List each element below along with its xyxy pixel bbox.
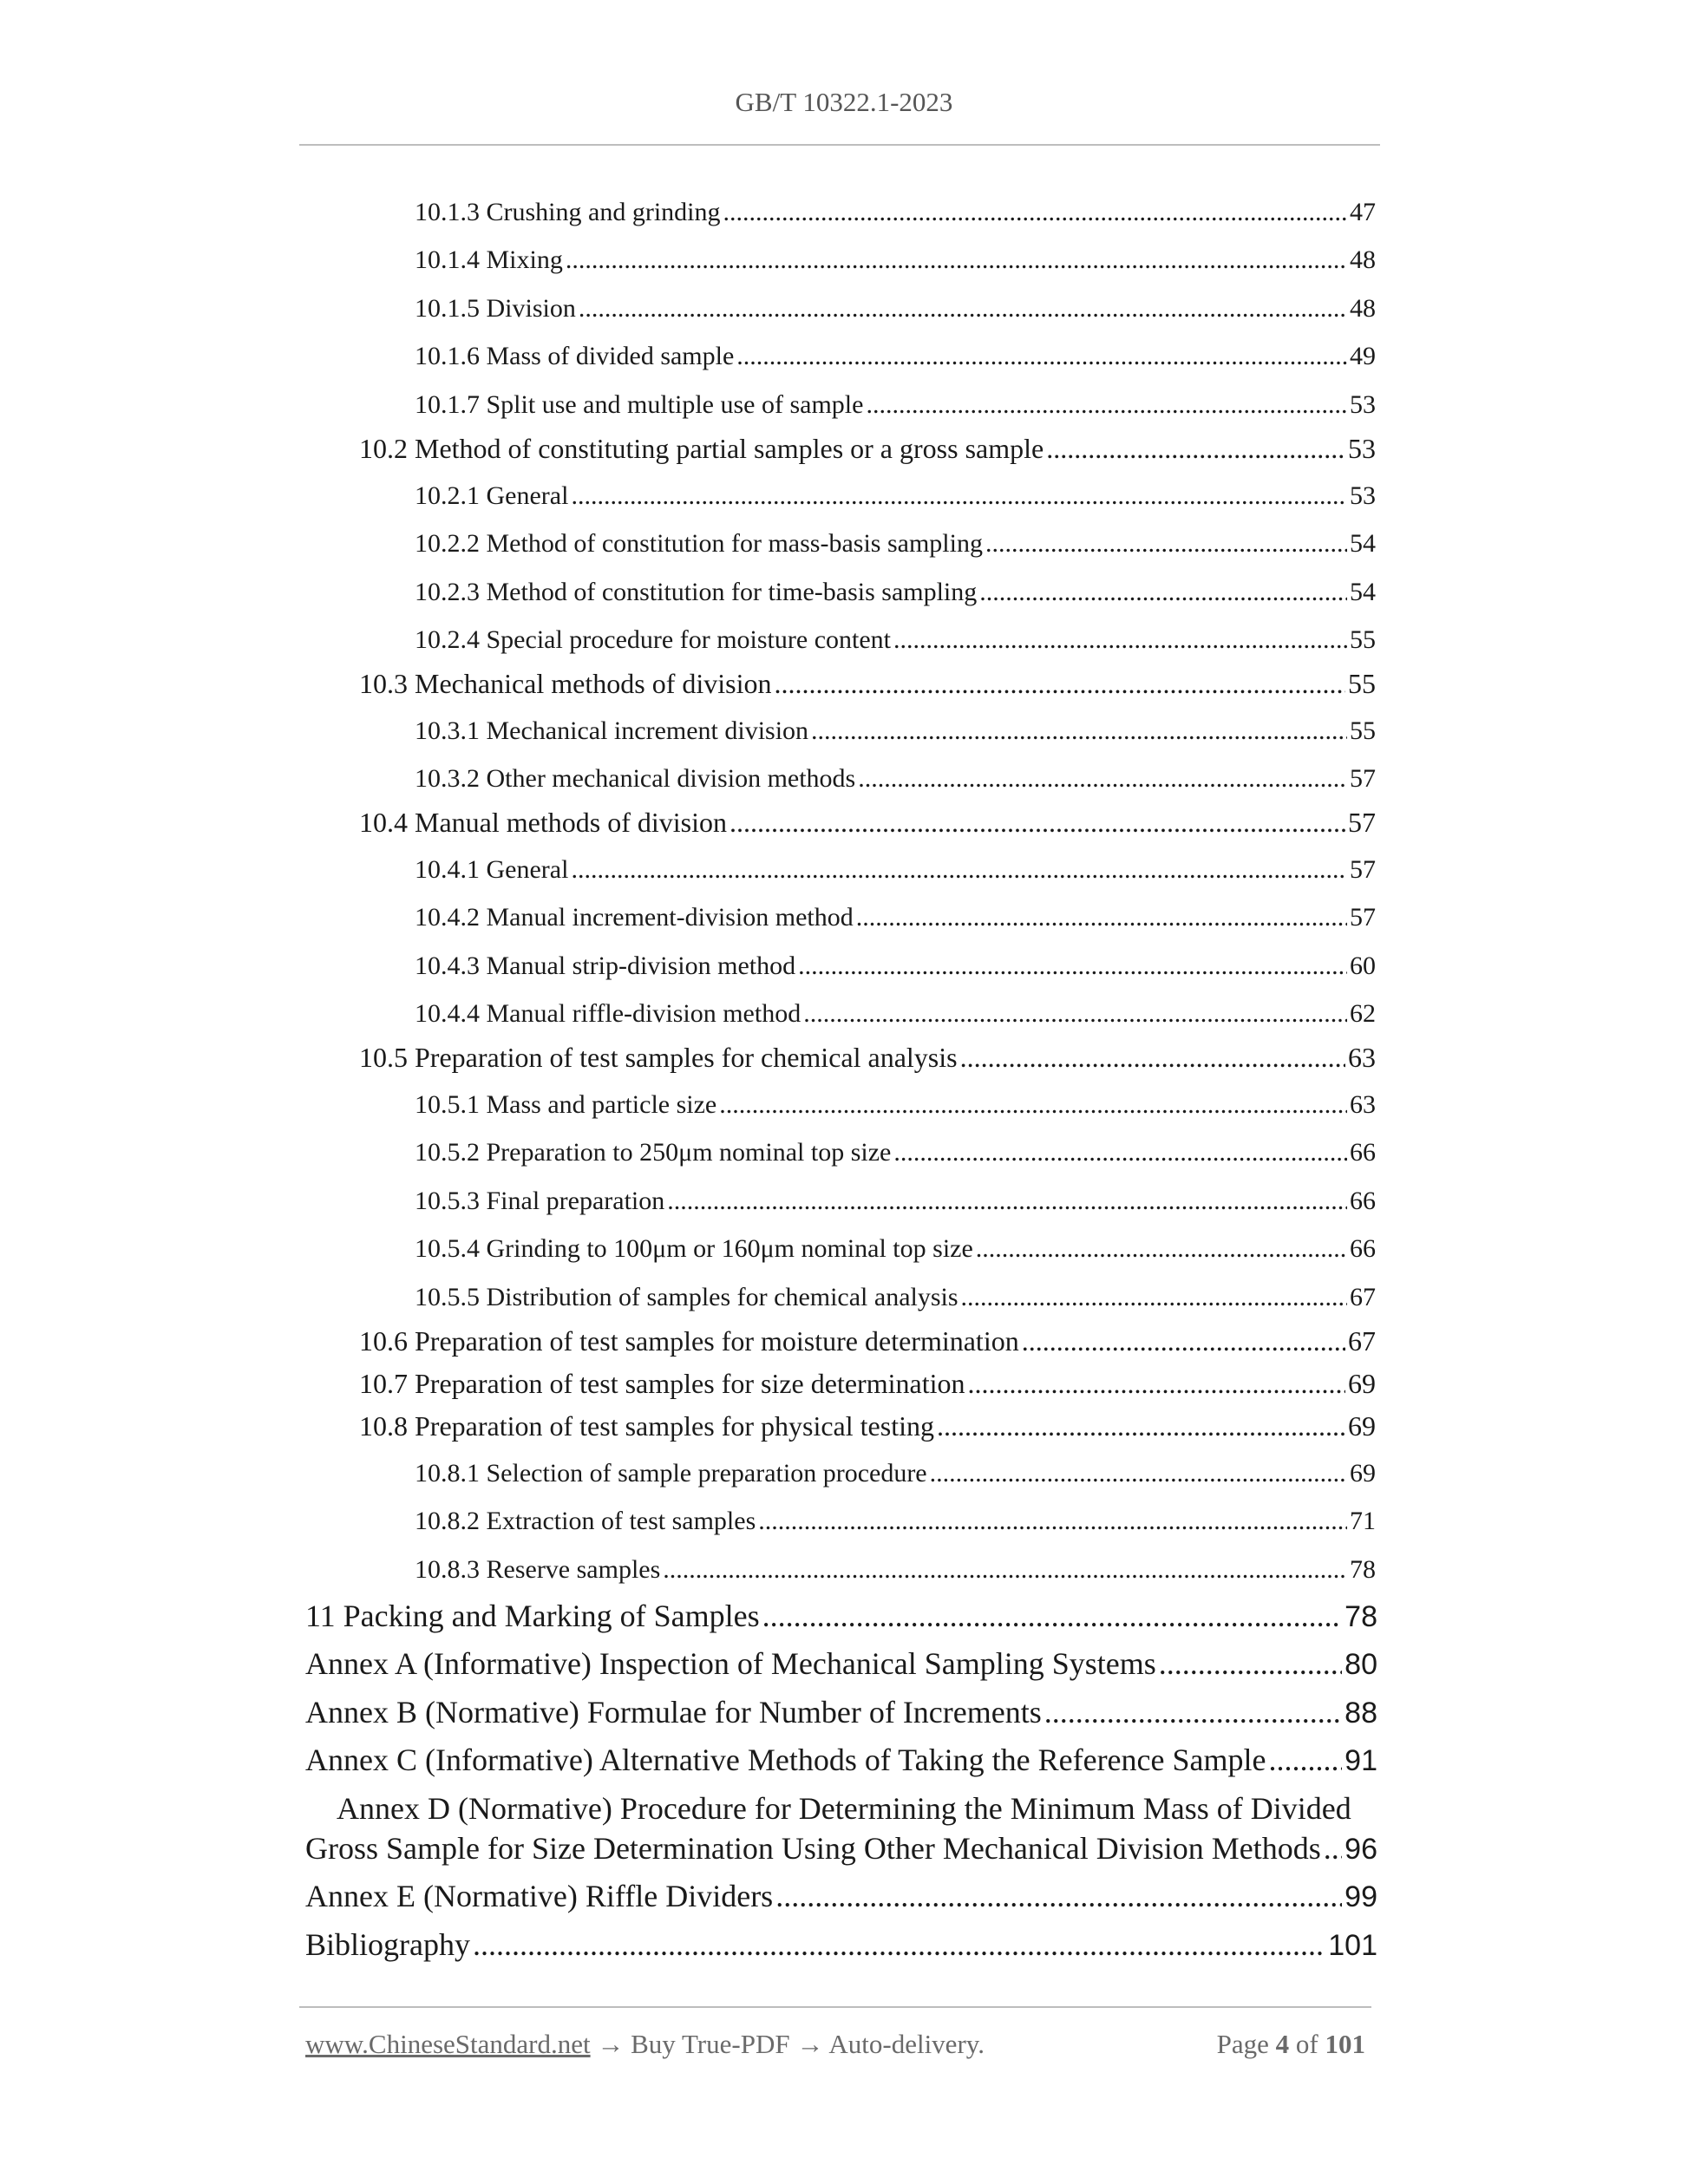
toc-entry-title: 10.8.2 Extraction of test samples xyxy=(415,1507,756,1535)
toc-leader-dots xyxy=(803,999,1347,1029)
toc-leader-dots xyxy=(571,855,1347,885)
toc-entry-title: Bibliography xyxy=(305,1927,470,1962)
promo-text: → Buy True-PDF → Auto-delivery. xyxy=(590,2029,985,2059)
toc-entry[interactable] xyxy=(415,1187,1376,1216)
toc-entry-page: 67 xyxy=(1348,1325,1376,1357)
toc-leader-dots xyxy=(571,481,1347,511)
toc-entry-title: 10.1.6 Mass of divided sample xyxy=(415,342,735,370)
toc-entry-page: 80 xyxy=(1345,1648,1377,1681)
toc-entry-page: 49 xyxy=(1350,342,1376,370)
toc-leader-dots xyxy=(937,1410,1345,1442)
toc-leader-dots xyxy=(719,1090,1347,1120)
toc-entry[interactable] xyxy=(305,1598,1377,1634)
page-indicator xyxy=(1217,2029,1365,2060)
toc-entry-title: 10.4.1 General xyxy=(415,855,569,884)
page-total: 101 xyxy=(1325,2029,1365,2059)
toc-entry-page: 57 xyxy=(1350,855,1376,884)
toc-leader-dots xyxy=(758,1507,1347,1536)
toc-entry-page: 69 xyxy=(1350,1459,1376,1488)
toc-leader-dots xyxy=(1324,1830,1342,1867)
toc-entry[interactable] xyxy=(359,1325,1376,1357)
toc-entry-title: Annex B (Normative) Formulae for Number of Increments xyxy=(305,1695,1042,1730)
toc-entry-title: 10.5.1 Mass and particle size xyxy=(415,1090,717,1119)
toc-leader-dots xyxy=(811,716,1347,746)
toc-entry[interactable] xyxy=(415,716,1376,746)
toc-entry[interactable] xyxy=(415,481,1376,511)
toc-leader-dots xyxy=(775,1878,1342,1914)
toc-entry-title: Annex E (Normative) Riffle Dividers xyxy=(305,1879,774,1913)
document-header: GB/T 10322.1-2023 xyxy=(735,87,953,117)
toc-entry-page: 53 xyxy=(1350,390,1376,419)
toc-entry[interactable] xyxy=(415,855,1376,885)
toc-leader-dots xyxy=(663,1555,1347,1585)
toc-entry-page: 101 xyxy=(1328,1929,1377,1962)
toc-entry[interactable] xyxy=(415,764,1376,794)
toc-entry[interactable] xyxy=(415,1090,1376,1120)
toc-leader-dots xyxy=(667,1187,1347,1216)
toc-leader-dots xyxy=(858,764,1347,794)
toc-entry[interactable] xyxy=(415,294,1376,324)
toc-entry[interactable] xyxy=(359,668,1376,700)
toc-leader-dots xyxy=(736,342,1347,371)
toc-entry[interactable] xyxy=(415,1234,1376,1264)
toc-entry[interactable] xyxy=(415,951,1376,981)
toc-entry-page: 63 xyxy=(1348,1042,1376,1073)
toc-entry-title: 10.4 Manual methods of division xyxy=(359,807,727,838)
toc-entry[interactable] xyxy=(305,1878,1377,1914)
toc-entry-title: 10.4.2 Manual increment-division method xyxy=(415,903,854,932)
toc-entry[interactable] xyxy=(305,1742,1377,1778)
toc-entry-title: 10.1.4 Mixing xyxy=(415,245,563,274)
toc-entry-title: 10.1.5 Division xyxy=(415,294,576,323)
toc-entry-title: 10.1.7 Split use and multiple use of sample xyxy=(415,390,864,419)
toc-entry-annex-d[interactable] xyxy=(305,1790,1377,1867)
toc-leader-dots xyxy=(960,1042,1345,1074)
toc-entry-title: 10.1.3 Crushing and grinding xyxy=(415,198,721,226)
toc-entry[interactable] xyxy=(415,903,1376,932)
toc-leader-dots xyxy=(566,245,1347,275)
toc-entry-page: 57 xyxy=(1350,903,1376,932)
toc-leader-dots xyxy=(967,1368,1345,1400)
page-current: 4 xyxy=(1275,2029,1290,2059)
toc-leader-dots xyxy=(579,294,1347,324)
toc-leader-dots xyxy=(985,529,1347,559)
toc-entry[interactable] xyxy=(359,1368,1376,1400)
toc-entry-title: 10.5.2 Preparation to 250μm nominal top size xyxy=(415,1138,892,1167)
toc-leader-dots xyxy=(893,1138,1347,1167)
toc-entry[interactable] xyxy=(415,245,1376,275)
toc-entry-title: 10.7 Preparation of test samples for size determination xyxy=(359,1368,965,1399)
toc-entry-title: 10.8.3 Reserve samples xyxy=(415,1555,661,1584)
toc-entry-page: 55 xyxy=(1350,716,1376,745)
toc-entry-page: 57 xyxy=(1348,807,1376,838)
toc-entry-title: 10.5.4 Grinding to 100μm or 160μm nominal top size xyxy=(415,1234,973,1263)
toc-entry-title: 10.2.4 Special procedure for moisture content xyxy=(415,625,891,654)
toc-entry[interactable] xyxy=(415,625,1376,655)
toc-entry-page: 88 xyxy=(1345,1697,1377,1730)
toc-entry[interactable] xyxy=(415,999,1376,1029)
toc-entry-title: Annex A (Informative) Inspection of Mechanical Sampling Systems xyxy=(305,1646,1156,1681)
toc-entry-title: 10.8.1 Selection of sample preparation procedure xyxy=(415,1459,927,1488)
toc-entry[interactable] xyxy=(359,1042,1376,1074)
toc-entry-page: 78 xyxy=(1345,1600,1377,1633)
toc-entry[interactable] xyxy=(415,390,1376,420)
toc-entry-title: 10.3 Mechanical methods of division xyxy=(359,668,772,699)
toc-entry-page: 57 xyxy=(1350,764,1376,793)
toc-entry[interactable] xyxy=(415,1283,1376,1312)
toc-leader-dots xyxy=(730,807,1345,839)
toc-entry-page: 62 xyxy=(1350,999,1376,1028)
toc-entry[interactable] xyxy=(415,1459,1376,1488)
toc-entry-page: 69 xyxy=(1348,1410,1376,1442)
of-label: of xyxy=(1295,2029,1318,2059)
toc-leader-dots xyxy=(1046,433,1345,465)
toc-entry-title: 10.2.2 Method of constitution for mass-basis sampling xyxy=(415,529,983,558)
toc-entry-page: 55 xyxy=(1348,668,1376,699)
toc-entry[interactable] xyxy=(359,1410,1376,1442)
toc-entry-title: 10.2.3 Method of constitution for time-basis sampling xyxy=(415,578,978,606)
toc-entry-page: 54 xyxy=(1350,529,1376,558)
toc-entry-page: 48 xyxy=(1350,245,1376,274)
site-link[interactable]: www.ChineseStandard.net xyxy=(305,2029,591,2059)
toc-leader-dots xyxy=(723,198,1348,227)
toc-entry[interactable] xyxy=(359,807,1376,839)
toc-entry-page: 91 xyxy=(1345,1744,1377,1777)
toc-entry-title: 10.5 Preparation of test samples for chemical analysis xyxy=(359,1042,958,1073)
toc-leader-dots xyxy=(976,1234,1347,1264)
toc-entry-title: 10.5.3 Final preparation xyxy=(415,1187,665,1215)
toc-entry[interactable] xyxy=(415,198,1376,227)
toc-entry-title: 10.4.4 Manual riffle-division method xyxy=(415,999,801,1028)
toc-entry-page: 66 xyxy=(1350,1234,1376,1263)
toc-entry-title: 11 Packing and Marking of Samples xyxy=(305,1599,760,1633)
footer-promo xyxy=(305,2029,985,2060)
toc-entry-title: 10.8 Preparation of test samples for physical testing xyxy=(359,1410,934,1442)
toc-leader-dots xyxy=(866,390,1347,420)
toc-entry-title: Annex C (Informative) Alternative Methods of Taking the Reference Sample xyxy=(305,1743,1266,1777)
toc-entry-page: 66 xyxy=(1350,1187,1376,1215)
toc-entry-page: 47 xyxy=(1350,198,1376,226)
toc-leader-dots xyxy=(1044,1694,1342,1730)
toc-entry-page: 69 xyxy=(1348,1368,1376,1399)
toc-leader-dots xyxy=(856,903,1347,932)
toc-entry-page: 63 xyxy=(1350,1090,1376,1119)
toc-entry-page: 53 xyxy=(1348,433,1376,464)
toc-entry[interactable] xyxy=(305,1694,1377,1730)
toc-leader-dots xyxy=(893,625,1347,655)
toc-leader-dots xyxy=(762,1598,1343,1634)
toc-entry-page: 78 xyxy=(1350,1555,1376,1584)
toc-leader-dots xyxy=(774,668,1345,700)
toc-leader-dots xyxy=(798,951,1347,981)
toc-entry-title: 10.2 Method of constituting partial samples or a gross sample xyxy=(359,433,1044,464)
toc-entry-page: 60 xyxy=(1350,951,1376,980)
toc-entry[interactable] xyxy=(305,1645,1377,1682)
toc-entry-title: 10.2.1 General xyxy=(415,481,569,510)
toc-entry[interactable] xyxy=(415,1555,1376,1585)
toc-entry-title: 10.6 Preparation of test samples for moisture determination xyxy=(359,1325,1019,1357)
toc-entry[interactable] xyxy=(415,342,1376,371)
toc-leader-dots xyxy=(1268,1742,1342,1778)
toc-entry[interactable] xyxy=(359,433,1376,465)
toc-entry-title: 10.4.3 Manual strip-division method xyxy=(415,951,796,980)
toc-entry[interactable] xyxy=(415,1138,1376,1167)
toc-entry-title-line1: Annex D (Normative) Procedure for Determining the Minimum Mass of Divided xyxy=(337,1791,1351,1826)
toc-entry[interactable] xyxy=(415,578,1376,607)
toc-leader-dots xyxy=(473,1926,1325,1963)
toc-leader-dots xyxy=(1159,1645,1342,1682)
toc-entry[interactable] xyxy=(305,1926,1377,1963)
toc-leader-dots xyxy=(961,1283,1347,1312)
toc-entry-page: 54 xyxy=(1350,578,1376,606)
toc-entry-page: 67 xyxy=(1350,1283,1376,1311)
toc-entry-page: 96 xyxy=(1345,1833,1377,1866)
toc-entry-title: 10.5.5 Distribution of samples for chemical analysis xyxy=(415,1283,958,1311)
toc-leader-dots xyxy=(930,1459,1347,1488)
footer-divider xyxy=(299,2006,1371,2008)
toc-entry-page: 71 xyxy=(1350,1507,1376,1535)
toc-entry[interactable] xyxy=(415,529,1376,559)
toc-entry-page: 48 xyxy=(1350,294,1376,323)
toc-leader-dots xyxy=(979,578,1347,607)
toc-entry-title-line2: Gross Sample for Size Determination Using Other Mechanical Division Methods xyxy=(305,1831,1321,1866)
toc-entry-page: 55 xyxy=(1350,625,1376,654)
toc-entry-page: 53 xyxy=(1350,481,1376,510)
toc-entry-page: 99 xyxy=(1345,1880,1377,1913)
toc-leader-dots xyxy=(1022,1325,1345,1357)
toc-entry-page: 66 xyxy=(1350,1138,1376,1167)
toc-entry-title: 10.3.1 Mechanical increment division xyxy=(415,716,809,745)
toc-entry-title: 10.3.2 Other mechanical division methods xyxy=(415,764,856,793)
toc-entry[interactable] xyxy=(415,1507,1376,1536)
page-label: Page xyxy=(1216,2029,1269,2059)
